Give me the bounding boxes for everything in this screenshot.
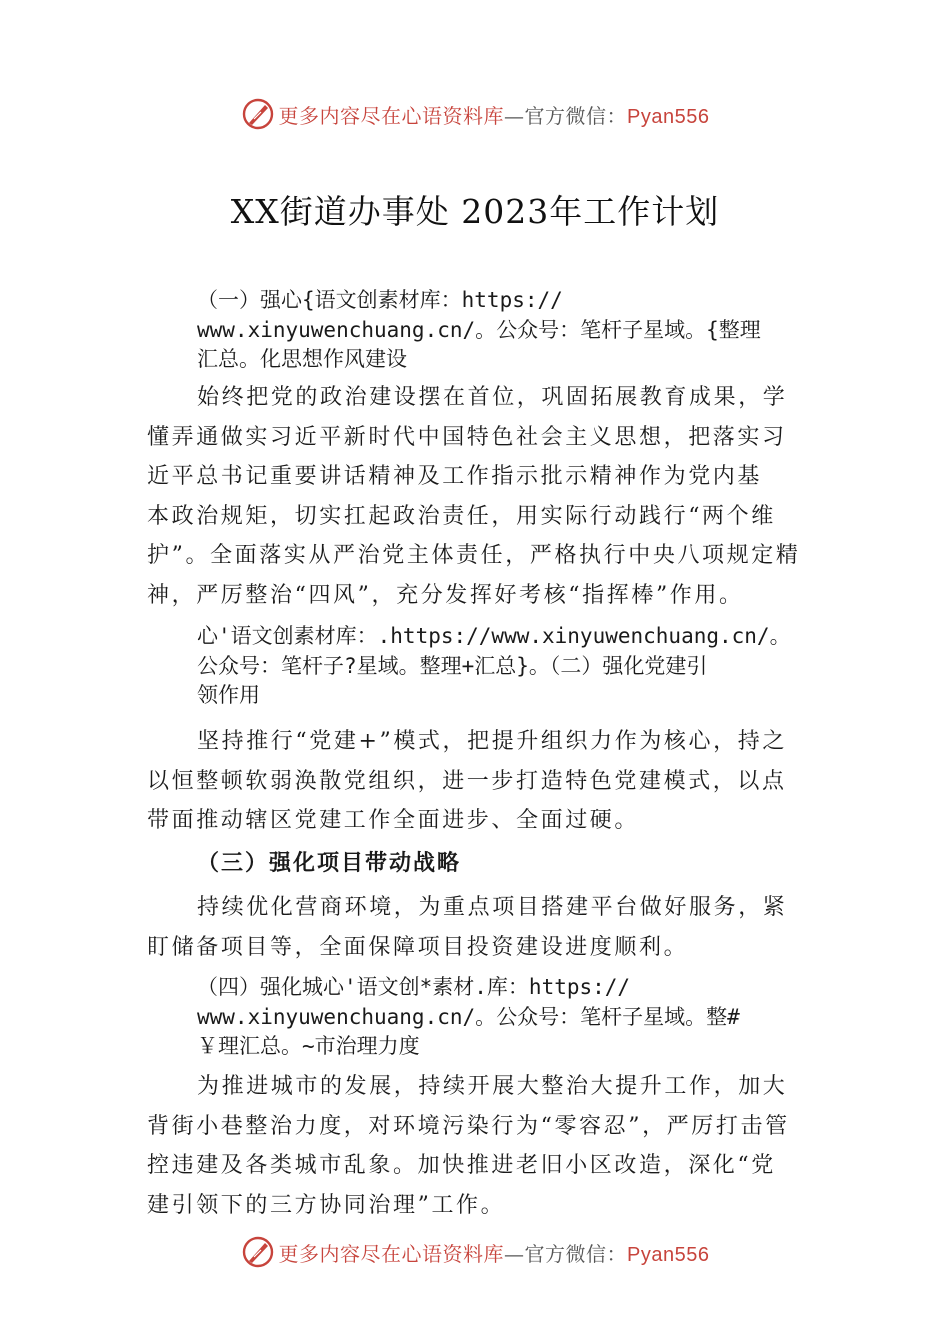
section4-header: [197, 973, 740, 1062]
paragraph-line: 坚持推行“党建+”模式，把提升组织力作为核心，持之: [197, 729, 787, 754]
section4-header-line: www.xinyuwenchuang.cn/。公众号：笔杆子星域。整#: [197, 1004, 740, 1029]
section4-body: [147, 1067, 817, 1225]
section4-header-line: （四）强化城心'语文创*素材.库：https://: [197, 975, 631, 999]
section1-header-line: 汇总。化思想作风建设: [197, 347, 407, 371]
paragraph-line: 懂弄通做实习近平新时代中国特色社会主义思想，把落实习: [147, 424, 787, 450]
section2-body: [147, 722, 817, 841]
section2-header-line: 领作用: [197, 683, 260, 707]
paragraph-line: 护”。全面落实从严治党主体责任，严格执行中央八项规定精: [147, 543, 801, 569]
section2-header: [197, 622, 791, 711]
section1-header-line: （一）强心{语文创素材库：https://: [197, 288, 563, 312]
section2-header-line: 心'语文创素材库：.https://www.xinyuwenchuang.cn/。: [197, 624, 791, 648]
section3-body: [147, 888, 817, 967]
section1-body: [147, 378, 817, 616]
paragraph-line: 始终把党的政治建设摆在首位，巩固拓展教育成果，学: [197, 385, 788, 410]
quill-logo-icon: [241, 97, 275, 131]
paragraph-line: 本政治规矩，切实扛起政治责任，用实际行动践行“两个维: [147, 503, 776, 529]
quill-logo-icon: [241, 1235, 275, 1269]
paragraph-line: 建引领下的三方协同治理”工作。: [147, 1192, 506, 1218]
page-title: XX街道办事处 2023年工作计划: [230, 192, 720, 231]
paragraph-line: 以恒整顿软弱涣散党组织，进一步打造特色党建模式，以点: [147, 768, 787, 794]
paragraph-line: 盯储备项目等，全面保障项目投资建设进度顺利。: [147, 934, 689, 960]
watermark-banner-top: [0, 94, 950, 134]
section1-header: [197, 286, 761, 375]
watermark-banner-bottom: [0, 1232, 950, 1272]
paragraph-line: 近平总书记重要讲话精神及工作指示批示精神作为党内基: [147, 464, 763, 490]
paragraph-line: 背街小巷整治力度，对环境污染行为“零容忍”，严厉打击管: [147, 1113, 790, 1139]
section2-header-line: 公众号：笔杆子?星域。整理+汇总}。（二）强化党建引: [197, 653, 708, 678]
section1-header-line: www.xinyuwenchuang.cn/。公众号：笔杆子星域。{整理: [197, 317, 761, 342]
paragraph-line: 带面推动辖区党建工作全面进步、全面过硬。: [147, 808, 640, 834]
paragraph-line: 持续优化营商环境，为重点项目搭建平台做好服务，紧: [197, 895, 788, 920]
section4-header-line: ￥理汇总。~市治理力度: [197, 1034, 420, 1058]
paragraph-line: 控违建及各类城市乱象。加快推进老旧小区改造，深化“党: [147, 1153, 776, 1179]
section3-header: （三）强化项目带动战略: [197, 850, 462, 876]
watermark-text: 更多内容尽在心语资料库—官方微信：Pyan556: [278, 103, 710, 128]
paragraph-line: 为推进城市的发展，持续开展大整治大提升工作，加大: [197, 1074, 788, 1099]
paragraph-line: 神，严厉整治“四风”，充分发挥好考核“指挥棒”作用。: [147, 582, 744, 608]
watermark-text: 更多内容尽在心语资料库—官方微信：Pyan556: [278, 1241, 710, 1266]
